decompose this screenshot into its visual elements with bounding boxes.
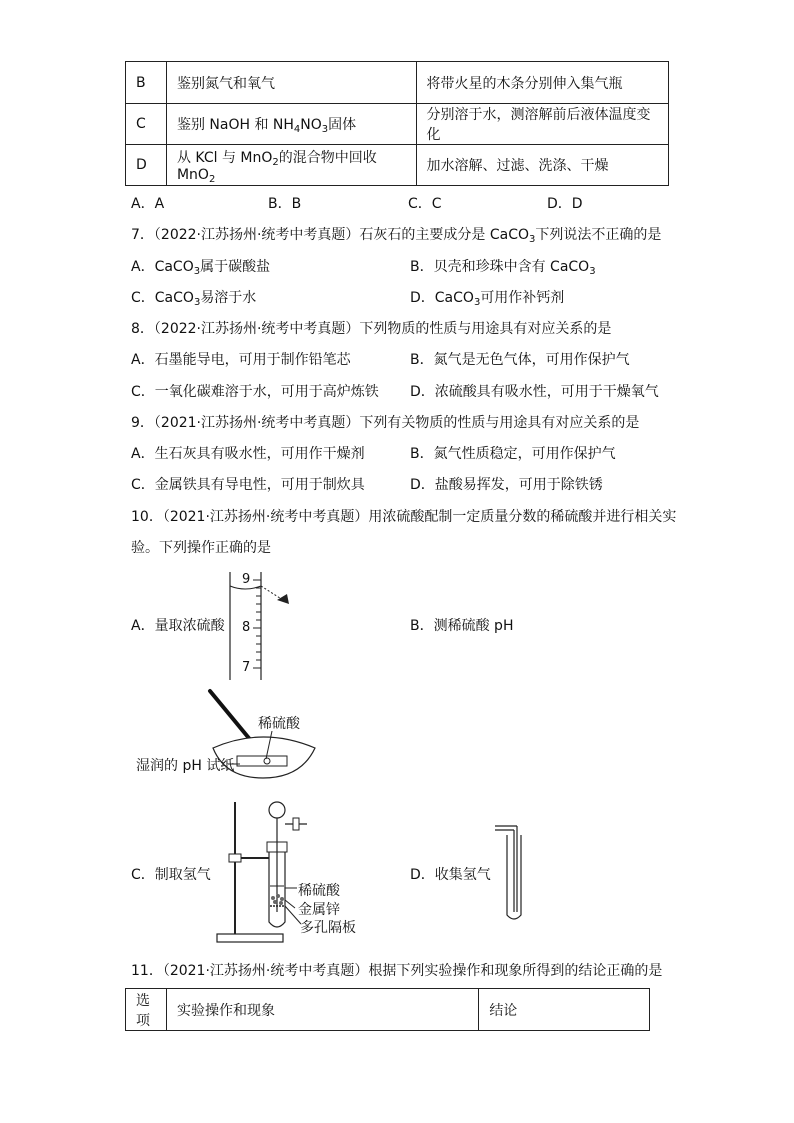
- text-part: 可用作补钙剂: [480, 290, 565, 306]
- row-task: [166, 104, 416, 145]
- cylinder-tick-7: 7: [242, 660, 251, 675]
- q11-stem: 11．（2021·江苏扬州·统考中考真题）根据下列实验操作和现象所得到的结论正确的是: [131, 963, 663, 979]
- cylinder-tick-9: 9: [242, 572, 251, 587]
- label-dilute-acid-2: 稀硫酸: [298, 883, 340, 899]
- text-part: 从 KCl 与 MnO: [176, 150, 273, 166]
- header-operation: 实验操作和现象: [166, 989, 478, 1031]
- subscript: 3: [193, 297, 201, 308]
- text-part: 下列说法不正确的是: [535, 227, 662, 243]
- table-header-row: [126, 989, 650, 1031]
- q7-option-d[interactable]: [410, 289, 564, 307]
- row-task: 鉴别氮气和氧气: [166, 62, 416, 104]
- subscript: 2: [272, 157, 279, 168]
- subscript: 3: [473, 297, 481, 308]
- header-conclusion: 结论: [479, 989, 650, 1031]
- q7-option-a[interactable]: [131, 258, 270, 276]
- row-method: 分别溶于水，测溶解前后液体温度变化: [416, 104, 668, 145]
- q6-option-b[interactable]: B．B: [268, 196, 302, 212]
- label-wet-ph-paper: 湿润的 pH 试纸: [136, 758, 235, 774]
- q9-option-b[interactable]: B．氮气性质稳定，可用作保护气: [410, 446, 616, 462]
- label-zinc: 金属锌: [298, 902, 340, 918]
- q7-option-b[interactable]: [410, 258, 596, 276]
- q9-option-d[interactable]: D．盐酸易挥发，可用于除铁锈: [410, 477, 603, 493]
- text-part: D．CaCO: [410, 290, 474, 306]
- q10-option-b[interactable]: B．测稀硫酸 pH: [410, 618, 514, 634]
- text-part: A．CaCO: [131, 259, 194, 275]
- row-letter: D: [126, 145, 167, 186]
- header-option: 选项: [126, 989, 167, 1031]
- q9-stem: 9．（2021·江苏扬州·统考中考真题）下列有关物质的性质与用途具有对应关系的是: [131, 415, 640, 431]
- label-dilute-acid: 稀硫酸: [258, 716, 300, 732]
- text-part: 的混合物中回收 MnO: [176, 150, 377, 183]
- q10-option-c[interactable]: C．制取氢气: [131, 867, 211, 883]
- text-part: B．贝壳和珍珠中含有 CaCO: [410, 259, 590, 275]
- subscript: 3: [193, 266, 201, 277]
- text-part: NO: [300, 117, 322, 133]
- text-part: 固体: [328, 117, 357, 133]
- subscript: 3: [529, 234, 536, 245]
- row-method: 将带火星的木条分别伸入集气瓶: [416, 62, 668, 104]
- row-method: 加水溶解、过滤、洗涤、干燥: [416, 145, 668, 186]
- q7-option-c[interactable]: [131, 289, 256, 307]
- row-task: [166, 145, 416, 186]
- subscript: 3: [589, 266, 596, 277]
- eye-icon: [277, 594, 289, 604]
- q9-option-a[interactable]: A．生石灰具有吸水性，可用作干燥剂: [131, 446, 365, 462]
- q6-option-c[interactable]: C．C: [408, 196, 442, 212]
- q10-option-d[interactable]: D．收集氢气: [410, 867, 491, 883]
- subscript: 3: [321, 124, 329, 135]
- q10-stem-line1: 10．（2021·江苏扬州·统考中考真题）用浓硫酸配制一定质量分数的稀硫酸并进行相关实: [131, 509, 677, 525]
- subscript: 2: [208, 174, 216, 185]
- leader-line: [258, 731, 278, 761]
- text-part: C．CaCO: [131, 290, 194, 306]
- text-part: 属于碳酸盐: [200, 259, 271, 275]
- q6-option-a[interactable]: A．A: [131, 196, 165, 212]
- table-row: [126, 62, 669, 104]
- subscript: 4: [293, 124, 301, 135]
- q9-option-c[interactable]: C．金属铁具有导电性，可用于制炊具: [131, 477, 365, 493]
- cylinder-tick-8: 8: [242, 620, 251, 635]
- text-part: 易溶于水: [200, 290, 257, 306]
- graduated-cylinder-figure: [225, 570, 305, 682]
- q10-option-a[interactable]: A．量取浓硫酸: [131, 618, 225, 634]
- table-row: [126, 145, 669, 186]
- q10-stem-line2: 验。下列操作正确的是: [131, 540, 271, 556]
- text-part: 7．（2022·江苏扬州·统考中考真题）石灰石的主要成分是 CaCO: [131, 227, 530, 243]
- q8-option-d[interactable]: D．浓硫酸具有吸水性，可用于干燥氧气: [410, 384, 659, 400]
- q11-table: [125, 988, 650, 1031]
- collection-tube-figure: [490, 820, 530, 925]
- q6-table: [125, 61, 669, 186]
- q8-option-c[interactable]: C．一氧化碳难溶于水，可用于高炉炼铁: [131, 384, 379, 400]
- q8-stem: 8．（2022·江苏扬州·统考中考真题）下列物质的性质与用途具有对应关系的是: [131, 321, 612, 337]
- row-letter: C: [126, 104, 167, 145]
- row-letter: B: [126, 62, 167, 104]
- q6-option-d[interactable]: D．D: [547, 196, 583, 212]
- q8-option-b[interactable]: B．氮气是无色气体，可用作保护气: [410, 352, 630, 368]
- label-porous-plate: 多孔隔板: [300, 920, 356, 936]
- table-row: [126, 104, 669, 145]
- leader-line: [228, 762, 240, 766]
- q8-option-a[interactable]: A．石墨能导电，可用于制作铅笔芯: [131, 352, 351, 368]
- q7-stem: [131, 226, 661, 244]
- text-part: 鉴别 NaOH 和 NH: [176, 117, 294, 133]
